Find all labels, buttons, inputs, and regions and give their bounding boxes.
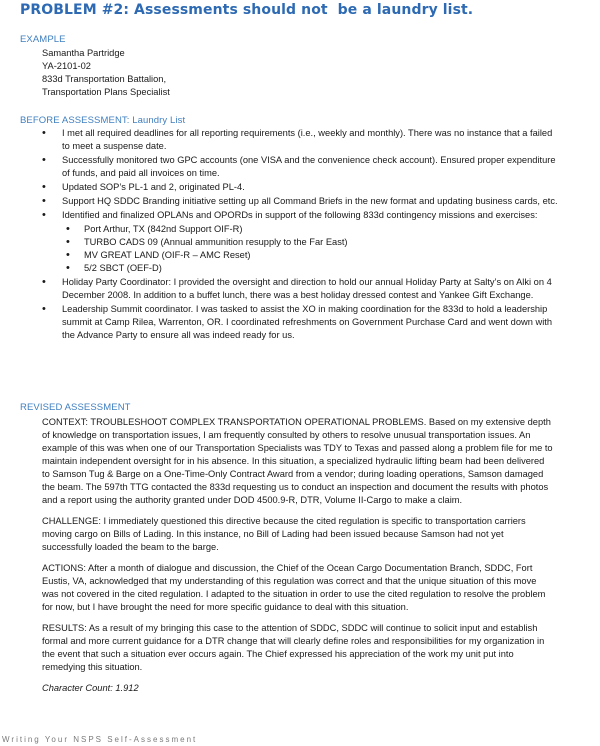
list-item [42, 181, 562, 194]
page-title: PROBLEM #2: Assessments should not be a laundry list. [20, 2, 474, 18]
list-item-text: Leadership Summit coordinator. I was tasked to assist the XO in making coordination for the 833d to hold a leadership summit at Camp Rilea, Warrenton, OR. I coordinated refreshments on Government Purchase Card and went down with the Advance Party to ensure all was indeed ready for us. [62, 304, 553, 340]
example-position: Transportation Plans Specialist [42, 87, 170, 97]
list-item-text: Successfully monitored two GPC accounts (one VISA and the convenience check account). Ensured proper expenditure of funds, and paid all invoices on time. [62, 155, 556, 178]
sub-list-item: • MV GREAT LAND (OIF-R – AMC Reset) [62, 249, 562, 262]
example-block [42, 47, 442, 99]
list-item [42, 276, 562, 302]
list-item [42, 303, 562, 342]
sub-list-item: • TURBO CADS 09 (Annual ammunition resupply to the Far East) [62, 236, 562, 249]
actions-paragraph: ACTIONS: After a month of dialogue and discussion, the Chief of the Ocean Cargo Documentation Branch, SDDC, Fort Eustis, VA, acknowledged that my understanding of this regulation was correct and that the unique situation of this move was not covered in the cited regulation. I adapted to the situation in order to use the cited regulation to resolve the problem for now, but I have brought the need for more specific guidance to deal with this situation. [42, 563, 546, 612]
list-item-text: Support HQ SDDC Branding initiative setting up all Command Briefs in the new format and updating business cards, etc. [62, 196, 558, 206]
list-item [42, 195, 562, 208]
challenge-paragraph: CHALLENGE: I immediately questioned this directive because the cited regulation is specific to transportation carriers moving cargo on Bills of Lading. In this instance, no Bill of Lading had been issued because Samson had not yet successfully loaded the beam to the barge. [42, 516, 526, 552]
example-id: YA-2101-02 [42, 61, 91, 71]
example-unit: 833d Transportation Battalion, [42, 74, 167, 84]
sub-list [62, 223, 562, 275]
list-item [42, 209, 562, 275]
example-heading: EXAMPLE [20, 34, 66, 45]
before-assessment-heading: BEFORE ASSESSMENT: Laundry List [20, 115, 186, 126]
list-item-text: I met all required deadlines for all reporting requirements (i.e., weekly and monthly). There was no instance that a failed to meet a suspense date. [62, 128, 553, 151]
list-item-text: Updated SOP’s PL-1 and 2, originated PL-4. [62, 182, 245, 192]
sub-list-item: • 5/2 SBCT (OEF-D) [62, 262, 562, 275]
list-item [42, 154, 562, 180]
revised-assessment-block [42, 416, 554, 703]
before-assessment-list [42, 127, 562, 343]
character-count: Character Count: 1.912 [42, 683, 139, 693]
results-paragraph: RESULTS: As a result of my bringing this case to the attention of SDDC, SDDC will continue to solicit input and establish formal and more current guidance for a DTR change that will clearly define roles and responsibilities for my organization in the event that such a situation ever occurs again. The Chief expressed his appreciation of the work my unit put into remedying this situation. [42, 623, 545, 672]
footer-text: Writing Your NSPS Self-Assessment [2, 735, 198, 744]
revised-assessment-heading: REVISED ASSESSMENT [20, 402, 131, 413]
context-paragraph: CONTEXT: TROUBLESHOOT COMPLEX TRANSPORTATION OPERATIONAL PROBLEMS. Based on my extensive depth of knowledge on transportation issues, I am frequently consulted by others to resolve unusual transportation issues. An example of this was when one of our Transportation Specialists was TDY to Texas and passed along a problem file for me to maintain independent oversight for in his absence. In this situation, a specialized hydraulic lifting beam had been delivered to Samson Tug & Barge on a One-Time-Only Contract Award from a vendor; during loading operations, Samson damaged the beam. The 597th TTG contacted the 833d requesting us to conduct an inspection and document the results with photos and a report using the authority granted under DOD 4500.9-R, DTR, Volume II-Cargo to make a claim. [42, 417, 553, 505]
list-item-text: Identified and finalized OPLANs and OPORDs in support of the following 833d contingency missions and exercises: [62, 210, 538, 220]
list-item [42, 127, 562, 153]
example-name: Samantha Partridge [42, 48, 125, 58]
sub-list-item: • Port Arthur, TX (842nd Support OIF-R) [62, 223, 562, 236]
list-item-text: Holiday Party Coordinator: I provided the oversight and direction to hold our annual Holiday Party at Salty’s on Alki on 4 December 2008. In addition to a buffet lunch, there was a best holiday dressed contest and Yankee Gift Exchange. [62, 277, 552, 300]
